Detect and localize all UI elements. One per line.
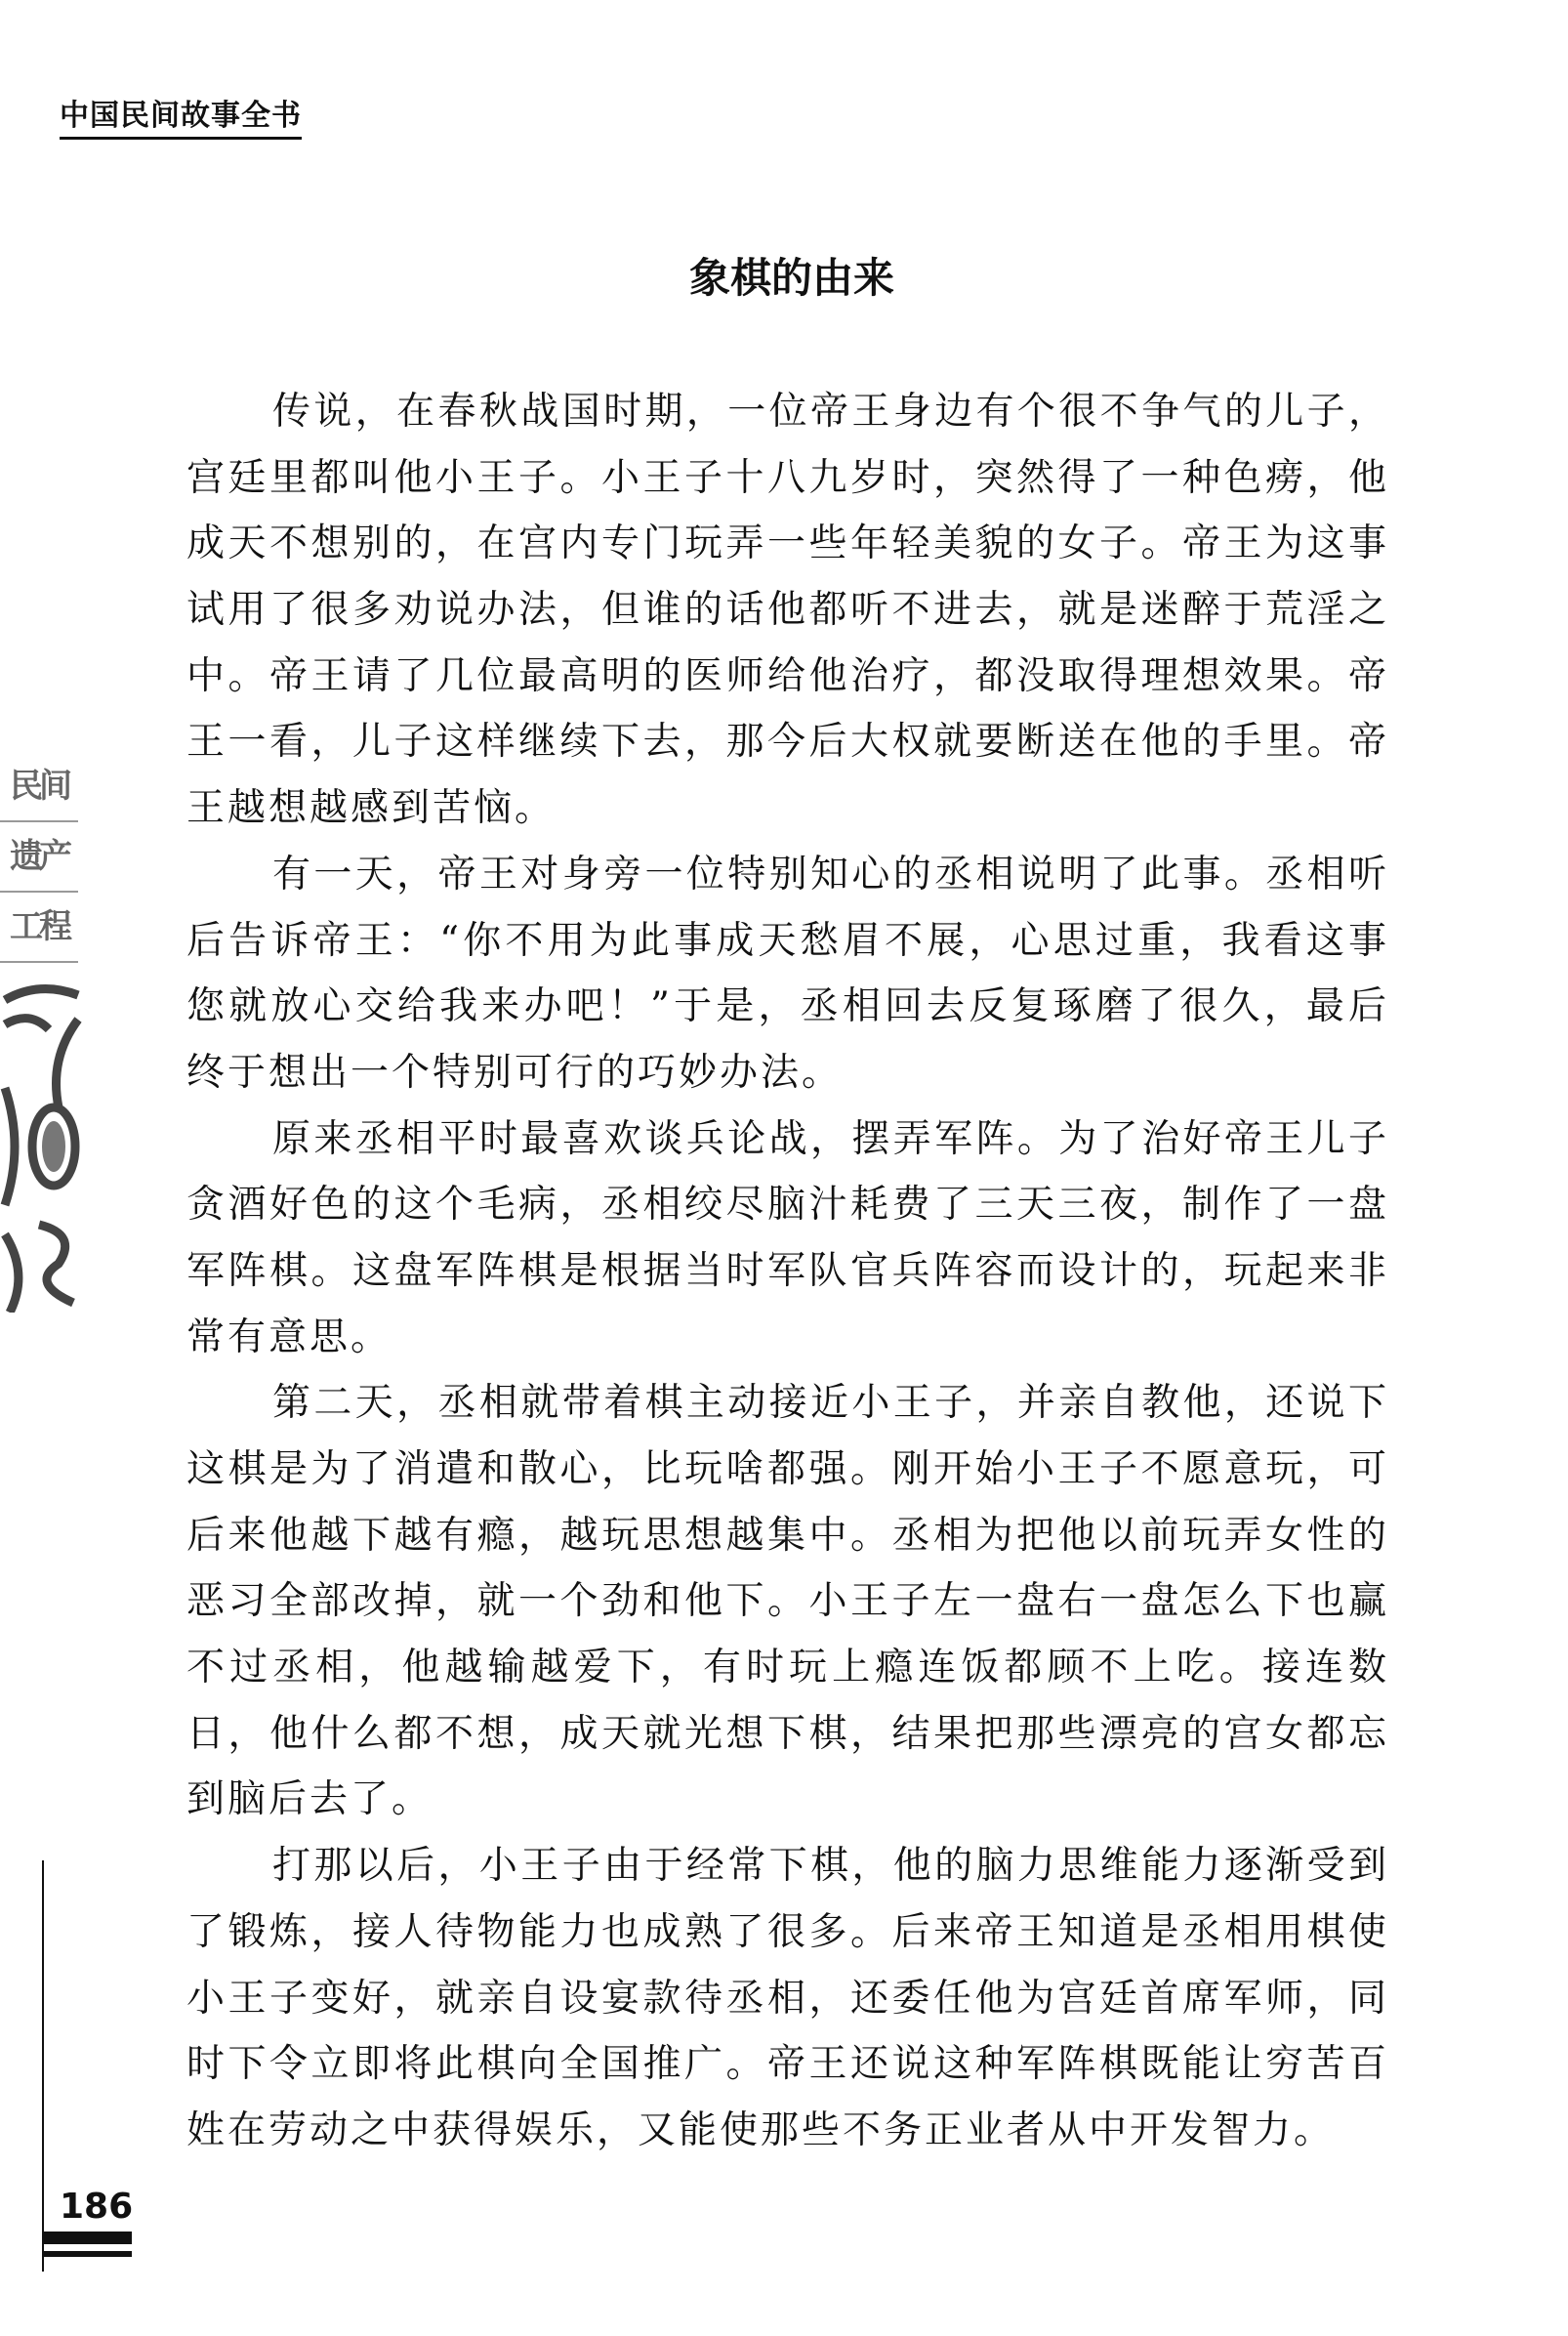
text-line: 小王子变好，就亲自设宴款待丞相，还委任他为宫廷首席军师，同 — [186, 1976, 1389, 2021]
text-line: 成天不想别的，在宫内专门玩弄一些年轻美貌的女子。帝王为这事 — [186, 521, 1389, 566]
text-line: 原来丞相平时最喜欢谈兵论战，摆弄军阵。为了治好帝王儿子 — [272, 1116, 1389, 1161]
article-body — [186, 379, 1389, 2164]
text-line: 宫廷里都叫他小王子。小王子十八九岁时，突然得了一种色痨，他 — [186, 455, 1389, 500]
footer-bar-thick — [42, 2232, 132, 2244]
text-line: 这棋是为了消遣和散心，比玩啥都强。刚开始小王子不愿意玩，可 — [186, 1447, 1389, 1491]
text-line: 第二天，丞相就带着棋主动接近小王子，并亲自教他，还说下 — [272, 1381, 1389, 1426]
text-line: 姓在劳动之中获得娱乐，又能使那些不务正业者从中开发智力。 — [186, 2107, 1336, 2152]
side-label: 工程 — [0, 893, 78, 963]
text-line: 有一天，帝王对身旁一位特别知心的丞相说明了此事。丞相听 — [272, 852, 1389, 897]
text-line: 打那以后，小王子由于经常下棋，他的脑力思维能力逐渐受到 — [272, 1844, 1389, 1889]
text-line: 了锻炼，接人待物能力也成熟了很多。后来帝王知道是丞相用棋使 — [186, 1909, 1389, 1954]
text-line: 王一看，儿子这样继续下去，那今后大权就要断送在他的手里。帝 — [186, 720, 1389, 765]
page-title: 象棋的由来 — [688, 254, 894, 302]
ornament-pattern-icon — [0, 980, 84, 1313]
side-decoration — [0, 752, 84, 1309]
page-number: 186 — [60, 2187, 134, 2227]
side-label: 遗产 — [0, 822, 78, 893]
text-line: 常有意思。 — [186, 1314, 392, 1359]
side-label: 民间 — [0, 752, 78, 822]
text-line: 王越想越感到苦恼。 — [186, 786, 557, 831]
text-line: 中。帝王请了几位最高明的医师给他治疗，都没取得理想效果。帝 — [186, 653, 1389, 698]
text-line: 您就放心交给我来办吧！”于是，丞相回去反复琢磨了很久，最后 — [186, 984, 1389, 1029]
text-line: 日，他什么都不想，成天就光想下棋，结果把那些漂亮的宫女都忘 — [186, 1711, 1389, 1756]
text-line: 军阵棋。这盘军阵棋是根据当时军队官兵阵容而设计的，玩起来非 — [186, 1248, 1389, 1293]
text-line: 时下令立即将此棋向全国推广。帝王还说这种军阵棋既能让穷苦百 — [186, 2042, 1389, 2087]
running-head: 中国民间故事全书 — [60, 100, 302, 140]
text-line: 终于想出一个特别可行的巧妙办法。 — [186, 1050, 844, 1095]
margin-rule — [42, 1860, 44, 2272]
text-line: 不过丞相，他越输越爱下，有时玩上瘾连饭都顾不上吃。接连数 — [186, 1646, 1389, 1690]
text-line: 到脑后去了。 — [186, 1777, 433, 1822]
text-line: 后来他越下越有瘾，越玩思想越集中。丞相为把他以前玩弄女性的 — [186, 1513, 1389, 1558]
text-line: 后告诉帝王：“你不用为此事成天愁眉不展，心思过重，我看这事 — [186, 918, 1389, 963]
footer-bar-thin — [42, 2251, 132, 2257]
text-line: 传说，在春秋战国时期，一位帝王身边有个很不争气的儿子， — [272, 390, 1389, 434]
text-line: 试用了很多劝说办法，但谁的话他都听不进去，就是迷醉于荒淫之 — [186, 588, 1389, 633]
text-line: 恶习全部改掉，就一个劲和他下。小王子左一盘右一盘怎么下也赢 — [186, 1579, 1389, 1624]
text-line: 贪酒好色的这个毛病，丞相绞尽脑汁耗费了三天三夜，制作了一盘 — [186, 1183, 1389, 1228]
